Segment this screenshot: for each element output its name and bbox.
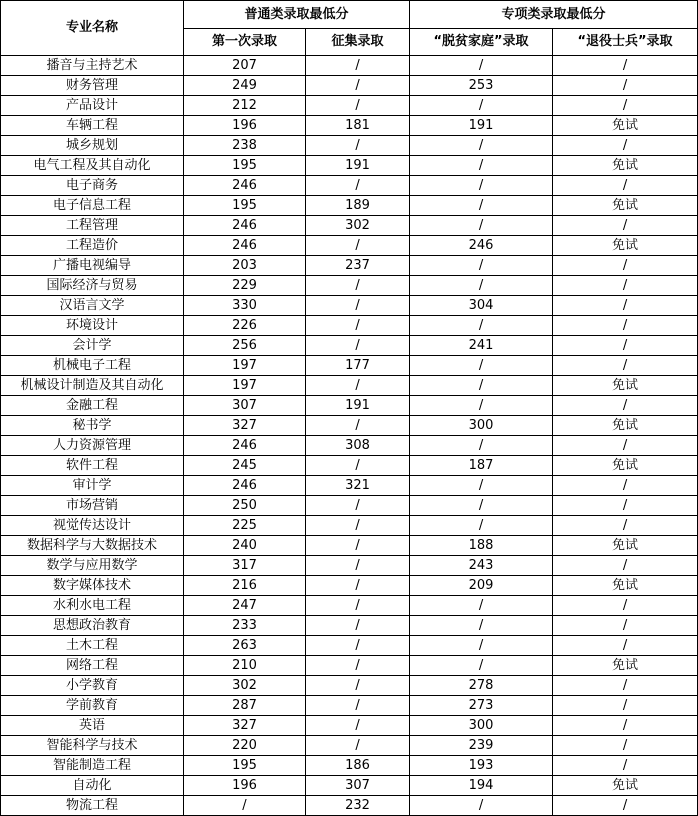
poverty-family-score-cell: / [410,436,553,456]
supplementary-score-cell: 302 [306,216,410,236]
major-name-cell: 工程造价 [1,236,184,256]
first-round-score-cell: 212 [184,96,306,116]
major-name-cell: 机械电子工程 [1,356,184,376]
major-name-cell: 土木工程 [1,636,184,656]
poverty-family-score-cell: / [410,196,553,216]
table-row [1,56,698,76]
first-round-score-cell: 203 [184,256,306,276]
veteran-score-cell: / [553,616,698,636]
veteran-score-cell: / [553,276,698,296]
first-round-score-cell: 245 [184,456,306,476]
supplementary-score-cell: / [306,736,410,756]
table-row [1,796,698,816]
major-name-cell: 金融工程 [1,396,184,416]
veteran-score-cell: / [553,336,698,356]
first-round-score-cell: 250 [184,496,306,516]
supplementary-score-cell: / [306,576,410,596]
table-header [1,1,698,56]
table-row [1,356,698,376]
supplementary-score-cell: 237 [306,256,410,276]
supplementary-score-cell: 232 [306,796,410,816]
veteran-score-cell: / [553,216,698,236]
poverty-family-score-cell: / [410,656,553,676]
first-round-score-cell: 247 [184,596,306,616]
major-name-cell: 数字媒体技术 [1,576,184,596]
poverty-family-score-cell: 209 [410,576,553,596]
major-name-cell: 智能科学与技术 [1,736,184,756]
table-row [1,656,698,676]
table-row [1,276,698,296]
veteran-score-cell: / [553,736,698,756]
table-row [1,596,698,616]
poverty-family-score-cell: / [410,356,553,376]
poverty-family-score-cell: / [410,476,553,496]
veteran-score-cell: / [553,756,698,776]
first-round-score-cell: 240 [184,536,306,556]
veteran-score-cell: / [553,476,698,496]
table-row [1,556,698,576]
supplementary-score-cell: / [306,656,410,676]
table-row [1,156,698,176]
major-name-cell: 物流工程 [1,796,184,816]
major-name-cell: 产品设计 [1,96,184,116]
poverty-family-score-cell: / [410,376,553,396]
table-row [1,616,698,636]
major-name-cell: 网络工程 [1,656,184,676]
first-round-score-cell: 210 [184,656,306,676]
first-round-score-cell: 226 [184,316,306,336]
poverty-family-score-cell: 304 [410,296,553,316]
veteran-score-cell: 免试 [553,376,698,396]
major-name-cell: 城乡规划 [1,136,184,156]
first-round-score-cell: 246 [184,216,306,236]
poverty-family-score-cell: / [410,616,553,636]
supplementary-score-cell: / [306,336,410,356]
poverty-family-score-cell: 300 [410,716,553,736]
table-row [1,636,698,656]
veteran-score-cell: / [553,556,698,576]
major-name-cell: 电子商务 [1,176,184,196]
table-row [1,416,698,436]
table-row [1,316,698,336]
table-row [1,716,698,736]
poverty-family-score-cell: 194 [410,776,553,796]
major-name-cell: 学前教育 [1,696,184,716]
first-round-score-cell: 196 [184,116,306,136]
supplementary-score-cell: 191 [306,396,410,416]
major-name-cell: 数据科学与大数据技术 [1,536,184,556]
poverty-family-header: “脱贫家庭”录取 [410,29,553,56]
general-category-header: 普通类录取最低分 [184,1,410,29]
first-round-score-cell: 216 [184,576,306,596]
table-row [1,496,698,516]
poverty-family-score-cell: 300 [410,416,553,436]
first-round-score-cell: 220 [184,736,306,756]
veteran-score-cell: / [553,796,698,816]
first-round-score-cell: 233 [184,616,306,636]
veteran-score-cell: / [553,396,698,416]
poverty-family-score-cell: 243 [410,556,553,576]
supplementary-score-cell: 181 [306,116,410,136]
supplementary-score-cell: 321 [306,476,410,496]
veteran-score-cell: 免试 [553,656,698,676]
major-name-cell: 国际经济与贸易 [1,276,184,296]
table-row [1,96,698,116]
first-round-score-cell: 307 [184,396,306,416]
major-name-cell: 环境设计 [1,316,184,336]
table-row [1,236,698,256]
poverty-family-score-cell: 241 [410,336,553,356]
veteran-score-cell: / [553,696,698,716]
supplementary-score-cell: / [306,496,410,516]
supplementary-score-cell: / [306,376,410,396]
veteran-score-cell: 免试 [553,776,698,796]
first-round-score-cell: / [184,796,306,816]
veteran-score-cell: 免试 [553,156,698,176]
veteran-score-cell: / [553,636,698,656]
poverty-family-score-cell: / [410,216,553,236]
veteran-score-cell: / [553,56,698,76]
poverty-family-score-cell: / [410,256,553,276]
first-round-score-cell: 195 [184,156,306,176]
major-name-cell: 人力资源管理 [1,436,184,456]
major-name-cell: 播音与主持艺术 [1,56,184,76]
first-round-score-cell: 197 [184,376,306,396]
veteran-score-cell: / [553,496,698,516]
first-round-score-cell: 197 [184,356,306,376]
poverty-family-score-cell: 188 [410,536,553,556]
major-name-cell: 市场营销 [1,496,184,516]
supplementary-score-cell: 177 [306,356,410,376]
poverty-family-score-cell: 278 [410,676,553,696]
supplementary-score-cell: / [306,676,410,696]
first-round-score-cell: 317 [184,556,306,576]
veteran-score-cell: / [553,256,698,276]
veteran-score-cell: 免试 [553,416,698,436]
major-name-cell: 财务管理 [1,76,184,96]
poverty-family-score-cell: / [410,276,553,296]
first-round-score-cell: 246 [184,176,306,196]
veteran-score-cell: 免试 [553,456,698,476]
veteran-score-cell: / [553,96,698,116]
first-round-score-cell: 229 [184,276,306,296]
table-row [1,136,698,156]
major-name-cell: 智能制造工程 [1,756,184,776]
supplementary-score-cell: / [306,516,410,536]
veteran-header: “退役士兵”录取 [553,29,698,56]
major-name-cell: 数学与应用数学 [1,556,184,576]
first-round-score-cell: 196 [184,776,306,796]
first-round-score-cell: 246 [184,476,306,496]
major-name-header: 专业名称 [1,1,184,56]
poverty-family-score-cell: 253 [410,76,553,96]
poverty-family-score-cell: 273 [410,696,553,716]
table-row [1,216,698,236]
table-row [1,756,698,776]
supplementary-score-cell: 308 [306,436,410,456]
table-row [1,456,698,476]
table-row [1,256,698,276]
veteran-score-cell: / [553,596,698,616]
major-name-cell: 电气工程及其自动化 [1,156,184,176]
poverty-family-score-cell: / [410,496,553,516]
table-row [1,76,698,96]
poverty-family-score-cell: 191 [410,116,553,136]
supplementary-score-cell: / [306,616,410,636]
table-row [1,476,698,496]
major-name-cell: 小学教育 [1,676,184,696]
major-name-cell: 机械设计制造及其自动化 [1,376,184,396]
poverty-family-score-cell: / [410,96,553,116]
poverty-family-score-cell: / [410,516,553,536]
major-name-cell: 英语 [1,716,184,736]
table-row [1,516,698,536]
major-name-cell: 思想政治教育 [1,616,184,636]
supplementary-score-cell: 186 [306,756,410,776]
veteran-score-cell: 免试 [553,536,698,556]
major-name-cell: 会计学 [1,336,184,356]
major-name-cell: 汉语言文学 [1,296,184,316]
supplementary-score-cell: 307 [306,776,410,796]
poverty-family-score-cell: 187 [410,456,553,476]
veteran-score-cell: / [553,716,698,736]
supplementary-score-cell: / [306,316,410,336]
major-name-cell: 电子信息工程 [1,196,184,216]
supplementary-score-cell: / [306,596,410,616]
first-round-score-cell: 195 [184,756,306,776]
first-round-score-cell: 246 [184,436,306,456]
table-row [1,436,698,456]
table-row [1,536,698,556]
poverty-family-score-cell: 246 [410,236,553,256]
poverty-family-score-cell: / [410,796,553,816]
poverty-family-score-cell: / [410,316,553,336]
veteran-score-cell: / [553,436,698,456]
veteran-score-cell: / [553,76,698,96]
veteran-score-cell: / [553,296,698,316]
supplementary-score-cell: / [306,96,410,116]
poverty-family-score-cell: / [410,136,553,156]
poverty-family-score-cell: / [410,636,553,656]
poverty-family-score-cell: 239 [410,736,553,756]
veteran-score-cell: / [553,176,698,196]
table-row [1,196,698,216]
major-name-cell: 审计学 [1,476,184,496]
veteran-score-cell: / [553,136,698,156]
supplementary-score-cell: / [306,136,410,156]
supplementary-score-cell: / [306,636,410,656]
table-row [1,336,698,356]
first-round-score-cell: 263 [184,636,306,656]
major-name-cell: 工程管理 [1,216,184,236]
first-round-score-cell: 327 [184,416,306,436]
poverty-family-score-cell: 193 [410,756,553,776]
table-row [1,696,698,716]
veteran-score-cell: 免试 [553,576,698,596]
poverty-family-score-cell: / [410,596,553,616]
supplementary-score-cell: / [306,276,410,296]
supplementary-score-cell: 191 [306,156,410,176]
supplementary-score-cell: / [306,296,410,316]
table-row [1,776,698,796]
supplementary-header: 征集录取 [306,29,410,56]
supplementary-score-cell: / [306,456,410,476]
table-row [1,676,698,696]
header-row-groups [1,1,698,29]
table-row [1,296,698,316]
veteran-score-cell: / [553,676,698,696]
veteran-score-cell: 免试 [553,236,698,256]
table-row [1,176,698,196]
table-row [1,376,698,396]
veteran-score-cell: / [553,356,698,376]
supplementary-score-cell: / [306,56,410,76]
first-round-score-cell: 238 [184,136,306,156]
first-round-score-cell: 256 [184,336,306,356]
poverty-family-score-cell: / [410,156,553,176]
supplementary-score-cell: 189 [306,196,410,216]
major-name-cell: 车辆工程 [1,116,184,136]
table-row [1,736,698,756]
special-category-header: 专项类录取最低分 [410,1,698,29]
supplementary-score-cell: / [306,416,410,436]
table-row [1,396,698,416]
first-round-score-cell: 330 [184,296,306,316]
poverty-family-score-cell: / [410,396,553,416]
poverty-family-score-cell: / [410,176,553,196]
first-round-score-cell: 287 [184,696,306,716]
veteran-score-cell: / [553,316,698,336]
major-name-cell: 秘书学 [1,416,184,436]
poverty-family-score-cell: / [410,56,553,76]
veteran-score-cell: 免试 [553,196,698,216]
first-round-score-cell: 207 [184,56,306,76]
table-row [1,116,698,136]
supplementary-score-cell: / [306,236,410,256]
major-name-cell: 广播电视编导 [1,256,184,276]
supplementary-score-cell: / [306,536,410,556]
major-name-cell: 水利水电工程 [1,596,184,616]
veteran-score-cell: 免试 [553,116,698,136]
veteran-score-cell: / [553,516,698,536]
supplementary-score-cell: / [306,716,410,736]
major-name-cell: 视觉传达设计 [1,516,184,536]
first-round-score-cell: 327 [184,716,306,736]
major-name-cell: 自动化 [1,776,184,796]
first-round-header: 第一次录取 [184,29,306,56]
supplementary-score-cell: / [306,76,410,96]
supplementary-score-cell: / [306,696,410,716]
first-round-score-cell: 246 [184,236,306,256]
first-round-score-cell: 302 [184,676,306,696]
first-round-score-cell: 249 [184,76,306,96]
table-body [1,56,698,816]
major-name-cell: 软件工程 [1,456,184,476]
supplementary-score-cell: / [306,176,410,196]
first-round-score-cell: 195 [184,196,306,216]
supplementary-score-cell: / [306,556,410,576]
first-round-score-cell: 225 [184,516,306,536]
table-row [1,576,698,596]
